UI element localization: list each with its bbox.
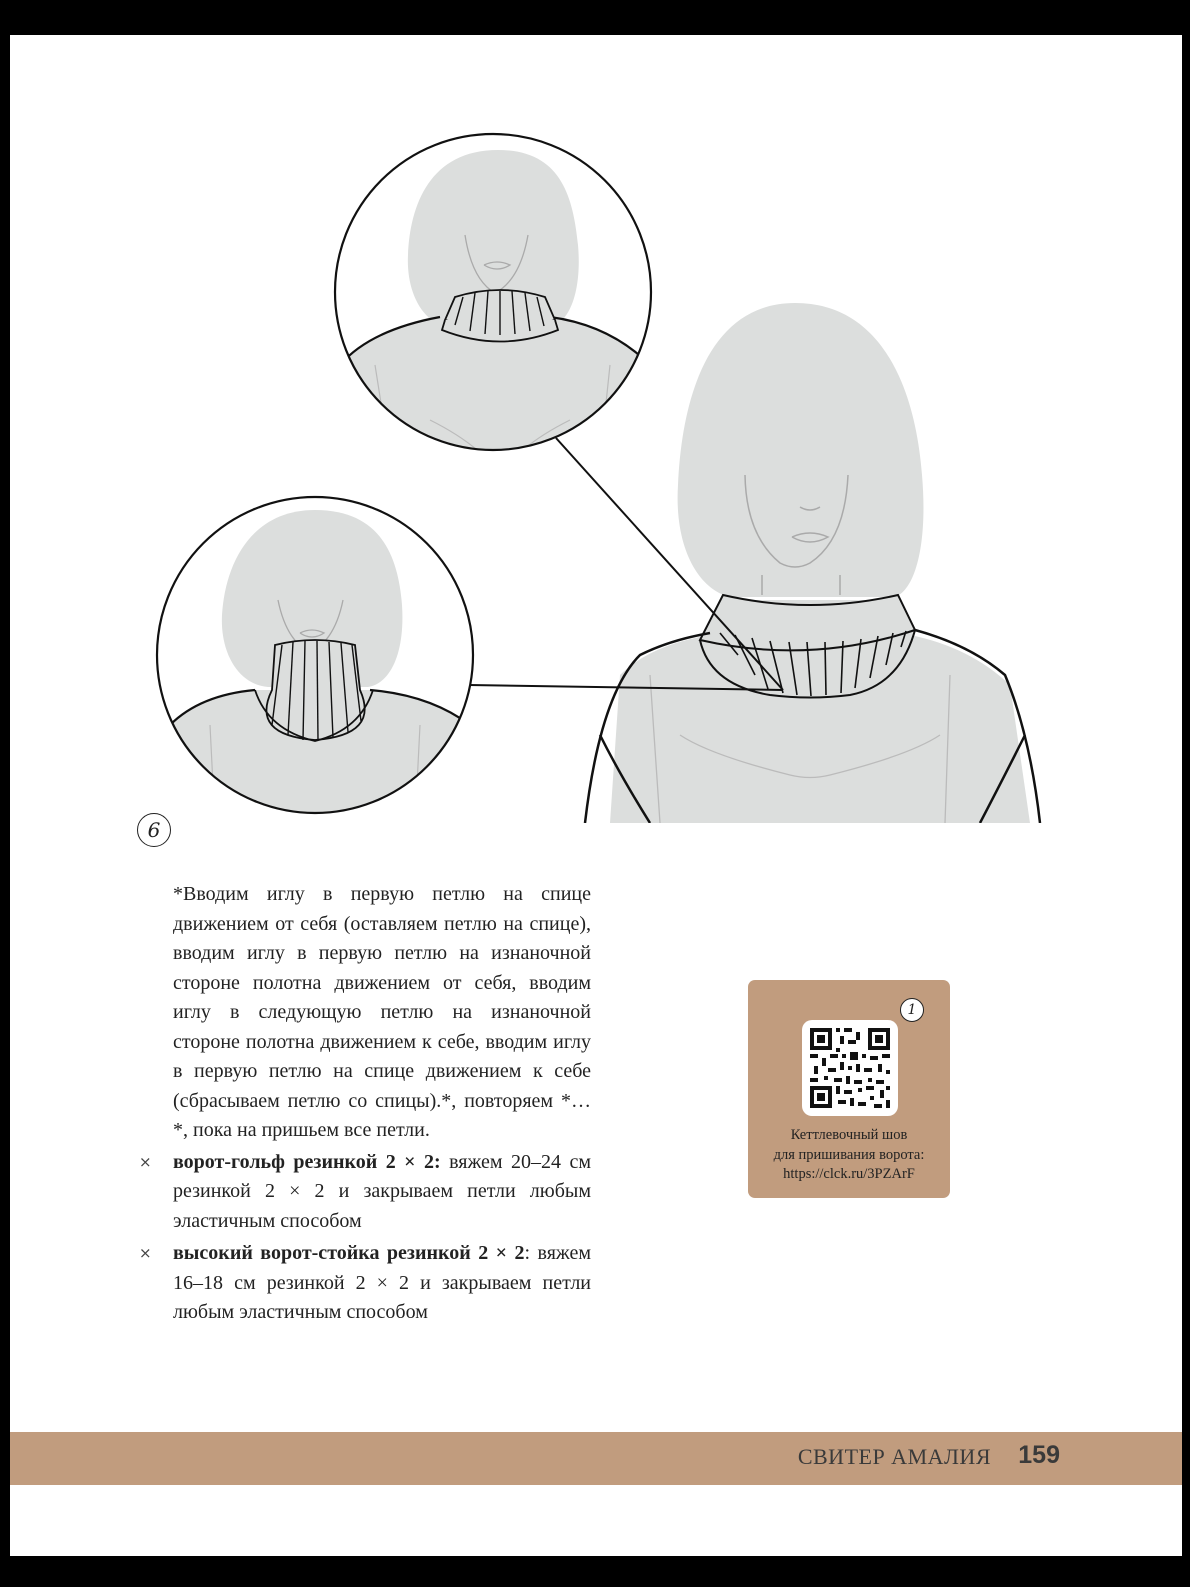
option-title: ворот-гольф резинкой 2 × 2: (173, 1150, 441, 1173)
footer-chapter-title: СВИТЕР АМАЛИЯ (797, 1444, 991, 1469)
collar-illustration (10, 35, 1182, 875)
option-text: : вяжем 16–18 см резинкой 2 × 2 и закрываем петли любым эластичным способом (173, 1242, 591, 1323)
footer-band (10, 1432, 1182, 1485)
qr-caption (748, 1126, 950, 1185)
qr-caption-line: для пришивания ворота: (773, 1146, 925, 1163)
qr-number-badge: 1 (900, 998, 924, 1022)
list-item (139, 1148, 592, 1237)
figure-number-badge: 6 (137, 813, 171, 847)
qr-card[interactable] (748, 980, 950, 1198)
page-number: 159 (1018, 1441, 1060, 1469)
cross-bullet-icon: ⨯ (139, 1152, 152, 1171)
main-figure (585, 303, 1040, 823)
qr-link[interactable]: https://clck.ru/3PZArF (783, 1166, 915, 1182)
zoom-circle-bottom (150, 490, 480, 825)
book-page (10, 35, 1182, 1556)
collar-options-list (139, 1148, 592, 1328)
cross-bullet-icon: ⨯ (139, 1244, 152, 1262)
instructions-text (139, 880, 592, 1331)
qr-code-icon (802, 1020, 898, 1116)
instruction-paragraph: *Вводим иглу в первую петлю на спице движением от себя (оставляем петлю на спице), вводим иглу в первую петлю на изнаночной стороне полотна движением от себя, вводим иглу в следующую петлю на изнаночной стороне полотна движением к себе, вводим иглу в первую петлю на спице движением к себе (сбрасываем петлю со спицы).*, повторяем *…*, пока на пришьем все петли. (173, 883, 591, 1141)
option-text: вяжем 20–24 см резинкой 2 × 2 и закрываем петли любым эластичным способом (173, 1150, 592, 1232)
option-title: высокий ворот-стойка резинкой 2 × 2 (173, 1242, 525, 1264)
qr-code[interactable] (802, 1020, 898, 1116)
list-item (139, 1239, 591, 1328)
qr-caption-line: Кеттлевочный шов (790, 1127, 908, 1143)
